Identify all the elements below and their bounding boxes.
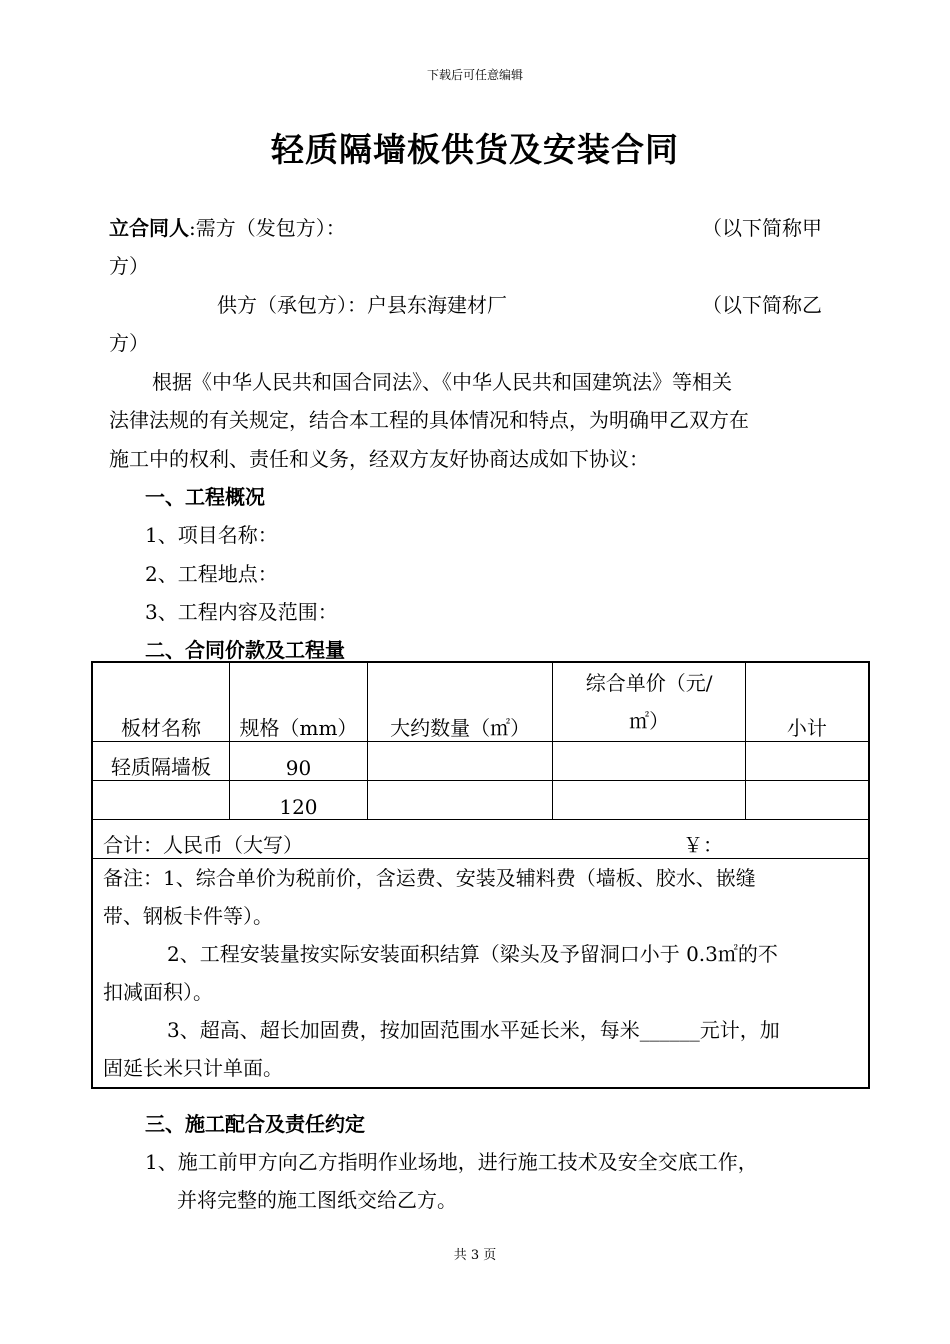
overview-item: 1、项目名称：: [145, 523, 278, 547]
table-row: [92, 781, 869, 820]
total-cell: [92, 820, 869, 859]
page-header-note: 下载后可任意编辑: [426, 68, 523, 82]
overview-item: 2、工程地点：: [145, 562, 278, 586]
cell-quantity: [367, 781, 553, 820]
note-line: 备注：1、综合单价为税前价，含运费、安装及辅料费（墙板、胶水、嵌缝: [103, 866, 756, 890]
note-line: 3、超高、超长加固费，按加固范围水平延长米，每米______元计，加: [167, 1018, 780, 1042]
demand-abbr-end: 方）: [109, 254, 149, 278]
header-quantity: 大约数量（㎡）: [367, 662, 553, 742]
note-line: 带、钢板卡件等）。: [103, 904, 273, 928]
intro-line: 法律法规的有关规定，结合本工程的具体情况和特点，为明确甲乙双方在: [109, 408, 749, 432]
cell-spec: 120: [230, 781, 368, 820]
header-board-name: 板材名称: [92, 662, 230, 742]
page-footer: 共 3 页: [453, 1248, 497, 1263]
parties-line-1: [109, 209, 346, 247]
total-label: 合计：人民币（大写）: [103, 833, 303, 857]
cell-board-name: 轻质隔墙板: [92, 742, 230, 781]
header-unit-price-line2: ㎡）: [629, 709, 670, 733]
cell-subtotal: [745, 742, 869, 781]
parties-label: 立合同人: [109, 216, 189, 240]
header-unit-price: [553, 662, 745, 742]
intro-line: 根据《中华人民共和国合同法》、《中华人民共和国建筑法》等相关: [152, 370, 732, 394]
intro-line: 施工中的权利、责任和义务，经双方友好协商达成如下协议：: [109, 447, 649, 471]
header-spec: 规格（mm）: [230, 662, 368, 742]
table-header-row: [92, 662, 869, 742]
demand-abbr: （以下简称甲: [702, 216, 822, 240]
cooperation-item: 1、施工前甲方向乙方指明作业场地，进行施工技术及安全交底工作，: [145, 1150, 758, 1174]
cell-unit-price: [553, 742, 745, 781]
supply-abbr: （以下简称乙: [702, 293, 822, 317]
total-yen: ￥：: [683, 833, 723, 857]
section-heading: 一、工程概况: [145, 485, 265, 509]
note-line: 扣减面积）。: [103, 980, 213, 1004]
document-title: 轻质隔墙板供货及安装合同: [271, 130, 679, 169]
supply-abbr-end: 方）: [109, 331, 149, 355]
cell-subtotal: [745, 781, 869, 820]
section-heading: 三、施工配合及责任约定: [145, 1112, 365, 1136]
table-total-row: [92, 820, 869, 859]
table-notes-row: [92, 859, 869, 1089]
cooperation-item: 并将完整的施工图纸交给乙方。: [177, 1188, 457, 1212]
note-line: 2、工程安装量按实际安装面积结算（梁头及予留洞口小于 0.3㎡的不: [167, 942, 778, 966]
cell-unit-price: [553, 781, 745, 820]
supply-party: 供方（承包方）：户县东海建材厂: [217, 293, 507, 317]
price-table: [91, 661, 870, 1089]
header-subtotal: 小计: [745, 662, 869, 742]
demand-party: :需方（发包方）：: [189, 216, 346, 240]
section-heading: 二、合同价款及工程量: [145, 638, 345, 662]
cell-board-name: [92, 781, 230, 820]
overview-item: 3、工程内容及范围：: [145, 600, 338, 624]
table-row: [92, 742, 869, 781]
note-line: 固延长米只计单面。: [103, 1056, 283, 1080]
notes-cell: [92, 859, 869, 1089]
header-unit-price-line1: 综合单价（元/: [585, 671, 713, 695]
cell-spec: 90: [230, 742, 368, 781]
cell-quantity: [367, 742, 553, 781]
